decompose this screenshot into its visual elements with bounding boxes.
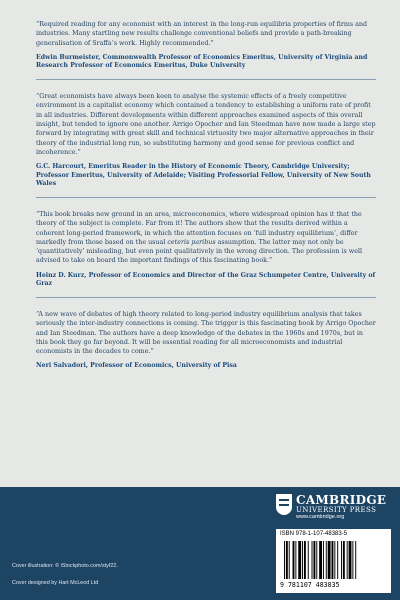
shield-icon	[276, 494, 292, 515]
blurb-quote: “Great economists have always been keen to analyse the systemic effects of a freely competitive environment in a capitalist economy which contained a tendency to establishing a uniform rate of profit in all industries. Different developments within different approaches examined aspects of this overall insight, but tended to ignore one another. Arrigo Opocher and Ian Steedman have now made a large step forward by integrating with great skill and technical virtuosity two major alternative approaches in their theory of the industrial long run, so substituting harmony and good sense for previous conflict and incoherence.”	[36, 93, 376, 156]
blurb-quote: “A new wave of debates of high theory related to long-period industry equilibrium analysis that takes seriously the inter-industry connections is coming. The trigger is this fascinating book by Arrigo Opocher and Ian Steedman. The authors have a deep knowledge of the debates in the 1960s and 1970s, but in this book they go far beyond. It will be essential reading for all microeconomists and industrial economists in the decades to come.”	[36, 310, 376, 356]
cover-credits	[12, 562, 118, 596]
blurb-attribution: Heinz D. Kurz, Professor of Economics and Director of the Graz Schumpeter Centre, University of Graz	[36, 272, 376, 298]
blurb-attribution: Edwin Burmeister, Commonwealth Professor of Economics Emeritus, University of Virginia and Research Professor of Economics Emeritus, Duke University	[36, 54, 376, 80]
blurb-harcourt	[36, 80, 376, 198]
endorsements	[36, 8, 376, 379]
barcode	[276, 529, 391, 593]
blurb-kurz	[36, 198, 376, 298]
blurb-quote-part2: assumption. The latter may not only be ‘quantitatively’ misleading, but even point qualitatively in the wrong direction. The profession is well advised to take on board the important findings of this fascinating book.”	[36, 238, 362, 265]
blurb-salvadori	[36, 298, 376, 379]
publisher-subname: UNIVERSITY PRESS	[296, 506, 377, 514]
barcode-bars-icon	[284, 541, 382, 579]
isbn-label: ISBN 978-1-107-48383-5	[280, 531, 348, 537]
blurb-attribution: Neri Salvadori, Professor of Economics, University of Pisa	[36, 362, 237, 370]
cover-illustration-credit: Cover illustration: © iStockphoto.com/styf22.	[12, 563, 118, 569]
blurb-quote	[36, 198, 376, 266]
publisher-logo	[276, 494, 392, 522]
blurb-attribution: G.C. Harcourt, Emeritus Reader in the History of Economic Theory, Cambridge University; Professor Emeritus, University of Adelaide; Visiting Professorial Fellow, University of New South Wales	[36, 163, 376, 198]
blurb-burmeister	[36, 8, 376, 80]
blurb-quote-part1: “This book breaks new ground in an area, microeconomics, where widespread opinion has it that the theory of the subject is complete. Far from it! The authors show that the results derived within a coherent long-period framework, in which the attention focuses on ‘full industry equilibrium’, differ markedly from those based on the usual	[36, 210, 362, 246]
blurb-quote: “Required reading for any economist with an interest in the long-run equilibria properties of firms and industries. Many startling new results challenge conventional beliefs and provide a path-breaking generalisation of Sraffa’s work. Highly recommended.”	[36, 21, 368, 47]
barcode-number: 9 781107 483835	[280, 581, 340, 589]
cover-design-credit: Cover designed by Hart McLeod Ltd	[12, 580, 99, 586]
publisher-name: CAMBRIDGE	[296, 493, 387, 507]
publisher-url: www.cambridge.org	[296, 514, 345, 520]
blurb-quote-italic: ceteris paribus	[167, 238, 216, 246]
